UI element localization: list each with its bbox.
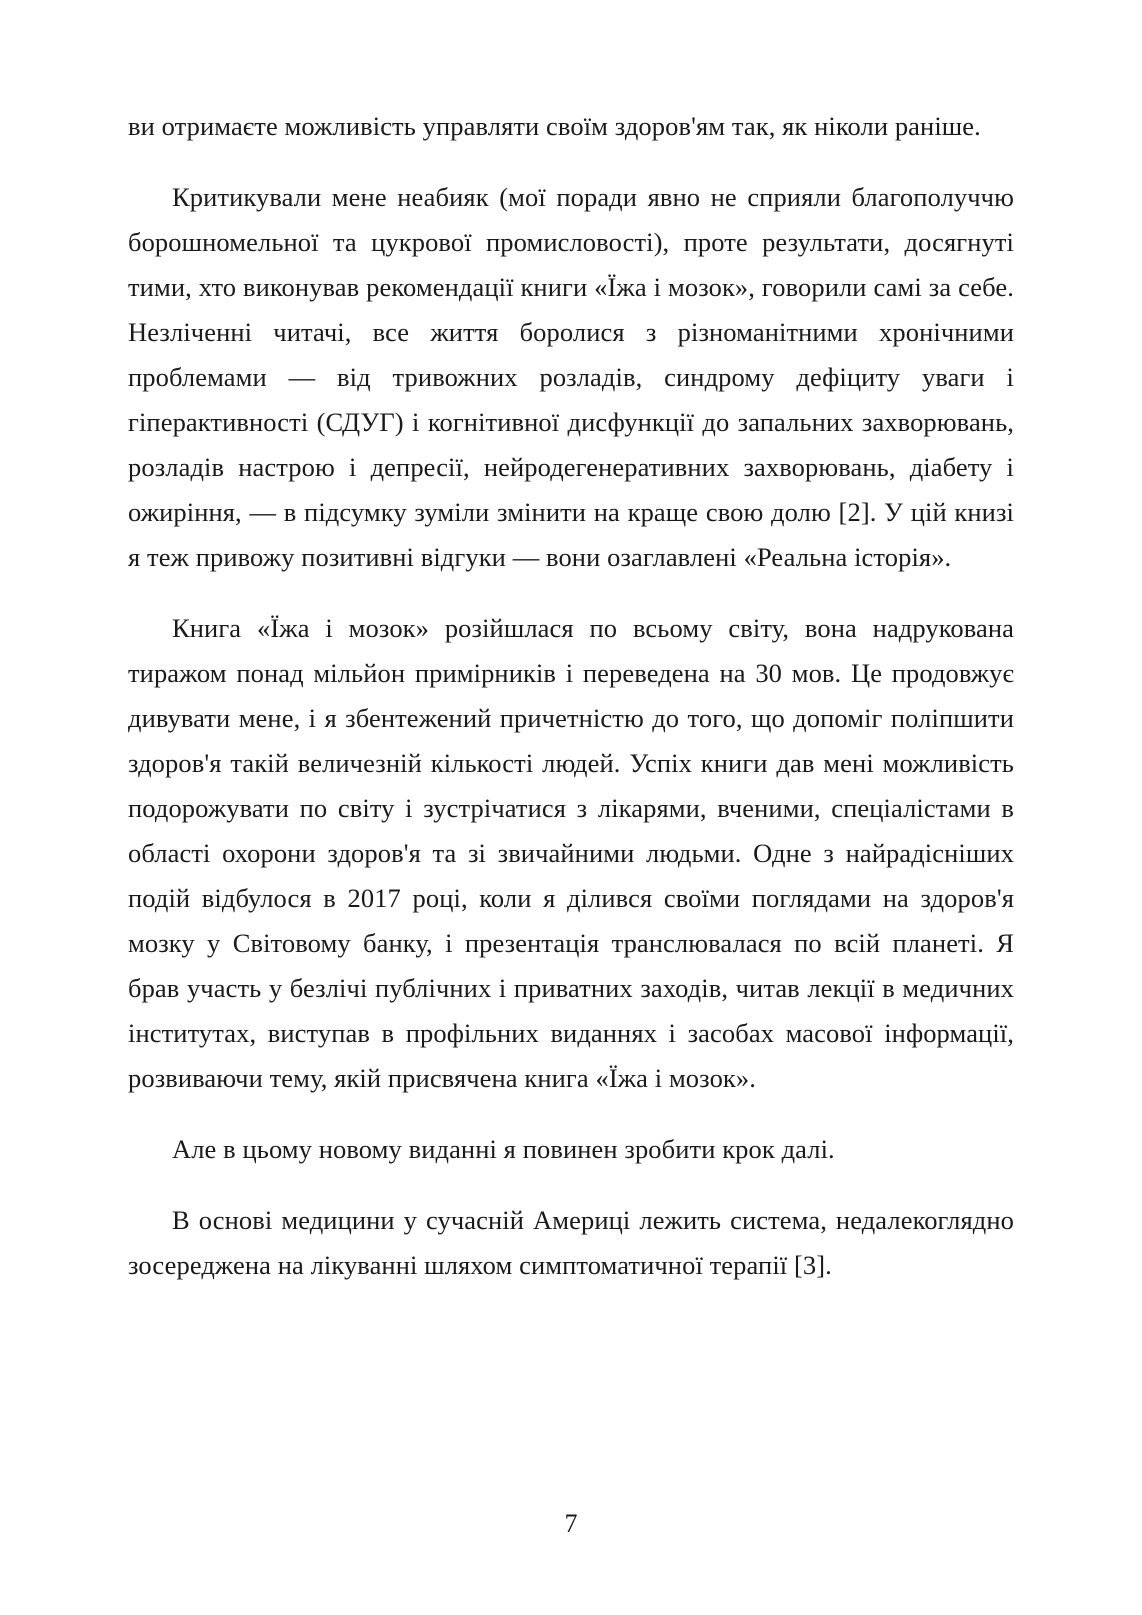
paragraph: Критикували мене неабияк (мої поради явно не сприяли благополуччю борошномельної та цукрової промисловості), проте результати, досягнуті тими, хто виконував рекомендації книги «Їжа і мозок», говорили самі за себе. Незліченні читачі, все життя боролися з різноманітними хронічними проблемами — від тривожних розладів, синдрому дефіциту уваги і гіперактивності (СДУГ) і когнітивної дисфункції до запальних захворювань, розладів настрою і депресії, нейродегенеративних захворювань, діабету і ожиріння, — в підсумку зуміли змінити на краще свою долю [2]. У цій книзі я теж привожу позитивні відгуки — вони озаглавлені «Реальна історія». xyxy=(128,182,1014,572)
paragraph: ви отримаєте можливість управляти своїм здоров'ям так, як ніколи раніше. xyxy=(128,111,981,141)
paragraph: Але в цьому новому виданні я повинен зробити крок далі. xyxy=(172,1134,835,1164)
paragraph: В основі медицини у сучасній Америці лежить система, недалекоглядно зосереджена на лікуванні шляхом симптоматичної терапії [3]. xyxy=(128,1205,1014,1280)
page-body xyxy=(128,104,1014,1288)
page-number: 7 xyxy=(564,1509,578,1538)
paragraph: Книга «Їжа і мозок» розійшлася по всьому світу, вона надрукована тиражом понад мільйон примірників і переведена на 30 мов. Це продовжує дивувати мене, і я збентежений причетністю до того, що допоміг поліпшити здоров'я такій величезній кількості людей. Успіх книги дав мені можливість подорожувати по світу і зустрічатися з лікарями, вченими, спеціалістами в області охорони здоров'я та зі звичайними людьми. Одне з найрадісніших подій відбулося в 2017 році, коли я ділився своїми поглядами на здоров'я мозку у Світовому банку, і презентація транслювалася по всій планеті. Я брав участь у безлічі публічних і приватних заходів, читав лекції в медичних інститутах, виступав в профільних виданнях і засобах масової інформації, розвиваючи тему, якій присвячена книга «Їжа і мозок». xyxy=(128,613,1014,1093)
